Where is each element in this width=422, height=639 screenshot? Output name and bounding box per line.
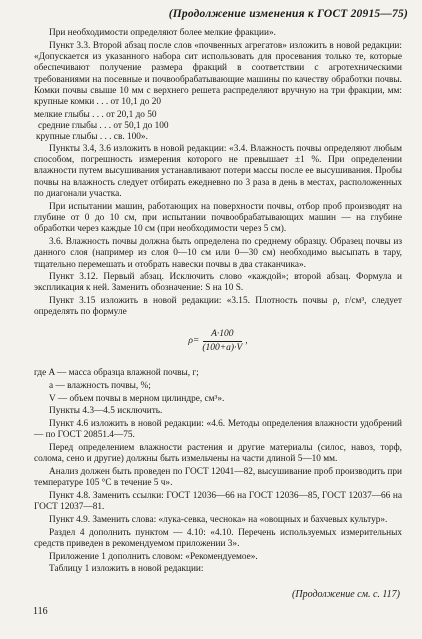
formula-denominator: (100+a)·V [202, 343, 243, 354]
formula-fraction [202, 329, 242, 355]
paragraph: Пункты 3.4, 3.6 изложить в новой редакции: «3.4. Влажность почвы определяют любым способом, погрешность измерения которого не превышает ±1 %. При определении влажности путем высушивания устанавливают потери массы после ее высушивания. Пробы почвы на влажность следует отбирать ежедневно по 3 раза в день в местах, расположенных по диагонали участка. [34, 143, 402, 199]
continuation-note: (Продолжение см. с. 117) [292, 589, 400, 600]
paragraph: Пункт 3.3. Второй абзац после слов «почвенных агрегатов» изложить в новой редакции: «Допускается из указанного набора сит использовать для просевания только те, которые обеспечивают получение размера фракций в соответствии с агротехническими требованиями на посевные и почвообрабатывающие машины по качеству обработки почвы. Комки почвы свыше 10 мм с верхнего решета распределяют вручную на три фракции, мм: крупные комки . . . от 10,1 до 20 [34, 40, 402, 108]
fraction-row: мелкие глыбы . . . от 20,1 до 50 [34, 109, 157, 120]
page-header: (Продолжение изменения к ГОСТ 20915—75) [168, 8, 408, 20]
page-number: 116 [33, 606, 48, 617]
formula-numerator: A·100 [203, 329, 241, 342]
paragraph: Пункт 3.15 изложить в новой редакции: «3.15. Плотность почвы ρ, г/см³, следует определять по формуле [34, 296, 402, 318]
paragraph: где A — масса образца влажной почвы, г; [34, 368, 199, 379]
fraction-row: средние глыбы . . . от 50,1 до 100 [38, 121, 169, 132]
paragraph: Раздел 4 дополнить пунктом — 4.10: «4.10. Перечень используемых измерительных средств приведен в рекомендуемом приложении 3». [34, 527, 402, 550]
paragraph: При испытании машин, работающих на поверхности почвы, отбор проб производят на глубине от 0 до 10 см, при испытании почвообрабатывающих машин — на глубине обработки через каждые 10 см (при необходимости через 5 см). [34, 201, 402, 235]
paragraph: Анализ должен быть проведен по ГОСТ 12041—82, высушивание проб производить при температуре 105 °C в течение 5 ч». [34, 467, 402, 489]
paragraph: Пункт 4.9. Заменить слова: «лука-севка, чеснока» на «овощных и бахчевых культур». [49, 515, 388, 526]
paragraph: Перед определением влажности растения и другие материалы (силос, навоз, торф, солома, сено и другие) должны быть измельчены на части длиной 5—10 мм. [34, 443, 402, 465]
paragraph: Пункт 4.6 изложить в новой редакции: «4.6. Методы определения влажности удобрений — по ГОСТ 20851.4—75. [34, 419, 402, 441]
fraction-row: крупные глыбы . . . св. 100». [36, 132, 148, 143]
paragraph: Пункт 4.8. Заменить ссылки: ГОСТ 12036—66 на ГОСТ 12036—85, ГОСТ 12037—66 на ГОСТ 12037—81. [34, 491, 402, 513]
paragraph: Приложение 1 дополнить словом: «Рекомендуемое». [49, 551, 258, 562]
paragraph: V — объем почвы в мерном цилиндре, см³». [49, 393, 225, 404]
document-body [34, 28, 402, 577]
paragraph: Пункты 4.3—4.5 исключить. [49, 406, 163, 417]
formula-tail: , [245, 335, 248, 346]
formula-lhs: ρ= [188, 335, 200, 346]
paragraph: a — влажность почвы, %; [49, 381, 151, 392]
paragraph: 3.6. Влажность почвы должна быть определена по среднему образцу. Образец почвы из данного слоя (например из слоя 0—10 см или 0—30 см) необходимо высыпать в тару, тщательно перемешать и отобрать навески почвы в два стаканчика». [34, 236, 402, 270]
paragraph: При необходимости определяют более мелкие фракции». [49, 28, 276, 38]
paragraph: Пункт 3.12. Первый абзац. Исключить слово «каждой»; второй абзац. Формула и экспликация к ней. Заменить обозначение: S на 10 S. [34, 272, 402, 294]
density-formula [34, 329, 402, 355]
paragraph: Таблицу 1 изложить в новой редакции: [49, 564, 204, 575]
